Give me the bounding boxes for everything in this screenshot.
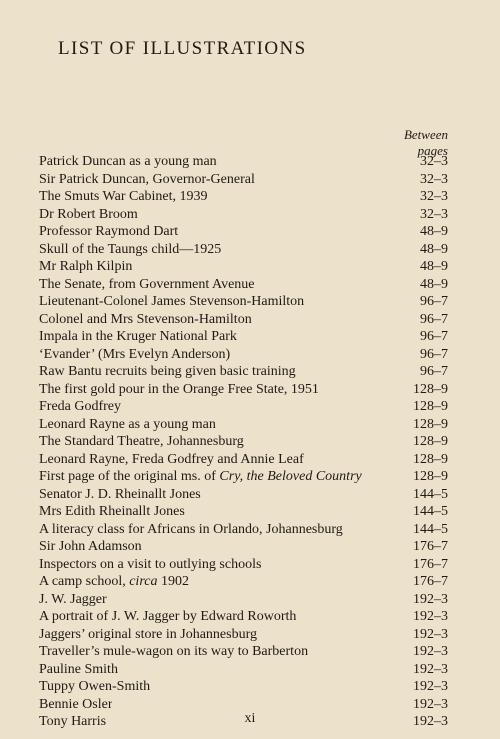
- item-title: Raw Bantu recruits being given basic training: [39, 364, 296, 379]
- item-pages: 192–3: [413, 661, 448, 677]
- item-pages: 96–7: [420, 346, 448, 362]
- item-title: Bennie Osler: [39, 696, 113, 712]
- item-pages: 128–9: [413, 451, 448, 467]
- item-title: Professor Raymond Dart: [39, 224, 179, 239]
- item-title-part: A camp school,: [39, 574, 130, 589]
- item-pages: 128–9: [413, 416, 448, 432]
- item-pages: 32–3: [420, 171, 448, 187]
- list-item: [39, 591, 448, 609]
- item-title-italic: circa: [129, 574, 158, 589]
- list-item: [39, 346, 448, 364]
- book-title: Cry, the Beloved Country: [219, 469, 362, 484]
- illustration-list: [39, 153, 448, 731]
- item-pages: 144–5: [413, 504, 448, 519]
- list-item: [39, 363, 448, 381]
- item-pages: 176–7: [413, 556, 448, 572]
- item-pages: 144–5: [413, 521, 448, 537]
- item-title: Leonard Rayne as a young man: [39, 416, 216, 432]
- list-item: [39, 521, 448, 539]
- item-title: Mr Ralph Kilpin: [39, 259, 133, 274]
- list-item: [39, 381, 448, 399]
- item-title: Sir John Adamson: [39, 539, 142, 554]
- list-item: [39, 206, 448, 224]
- item-pages: 128–9: [413, 399, 448, 414]
- item-pages: 48–9: [420, 241, 448, 257]
- item-title: J. W. Jagger: [39, 591, 107, 607]
- item-pages: 192–3: [413, 679, 448, 694]
- item-title: The Smuts War Cabinet, 1939: [39, 189, 208, 204]
- item-pages: 32–3: [420, 189, 448, 204]
- item-title-part: First page of the original ms. of: [39, 469, 220, 484]
- item-title-part: 1902: [157, 574, 189, 589]
- list-item: [39, 171, 448, 189]
- item-pages: 48–9: [420, 276, 448, 292]
- item-title: Dr Robert Broom: [39, 206, 138, 222]
- item-title: A portrait of J. W. Jagger by Edward Roworth: [39, 609, 297, 624]
- item-title: Inspectors on a visit to outlying schools: [39, 556, 262, 572]
- item-pages: 96–7: [420, 329, 448, 344]
- item-title: Tuppy Owen-Smith: [39, 679, 151, 694]
- page-title: LIST OF ILLUSTRATIONS: [58, 38, 307, 59]
- item-title: Impala in the Kruger National Park: [39, 329, 237, 344]
- list-item: [39, 626, 448, 644]
- item-pages: 96–7: [420, 311, 448, 327]
- item-title: Jaggers’ original store in Johannesburg: [39, 626, 257, 642]
- list-item: [39, 258, 448, 276]
- item-title: Sir Patrick Duncan, Governor-General: [39, 171, 255, 187]
- list-item: [39, 608, 448, 626]
- list-item: [39, 678, 448, 696]
- list-item: [39, 643, 448, 661]
- list-item: [39, 538, 448, 556]
- item-pages: 192–3: [413, 644, 448, 659]
- item-title: Lieutenant-Colonel James Stevenson-Hamilton: [39, 294, 305, 309]
- item-pages: 32–3: [420, 206, 448, 222]
- item-title: Traveller’s mule-wagon on its way to Barberton: [39, 644, 309, 659]
- item-title: Leonard Rayne, Freda Godfrey and Annie Leaf: [39, 451, 304, 467]
- item-title: Skull of the Taungs child—1925: [39, 241, 222, 257]
- item-title: Mrs Edith Rheinallt Jones: [39, 504, 185, 519]
- item-title: The first gold pour in the Orange Free State, 1951: [39, 381, 319, 397]
- list-item: [39, 486, 448, 504]
- list-item: [39, 153, 448, 171]
- list-item: [39, 328, 448, 346]
- item-title: [39, 468, 362, 486]
- item-pages: 192–3: [413, 609, 448, 624]
- item-title: Senator J. D. Rheinallt Jones: [39, 486, 201, 502]
- item-pages: 144–5: [413, 486, 448, 502]
- item-pages: 96–7: [420, 294, 448, 309]
- item-pages: 192–3: [413, 591, 448, 607]
- item-pages: 192–3: [413, 696, 448, 712]
- column-header-line-2: pages: [417, 143, 448, 158]
- list-item: [39, 398, 448, 416]
- list-item: [39, 661, 448, 679]
- item-title: [39, 573, 189, 591]
- item-pages: 128–9: [413, 434, 448, 449]
- item-pages: 48–9: [420, 224, 448, 239]
- item-title: The Standard Theatre, Johannesburg: [39, 434, 244, 449]
- list-item: [39, 241, 448, 259]
- item-pages: 192–3: [413, 714, 448, 729]
- list-item: [39, 556, 448, 574]
- list-item: [39, 573, 448, 591]
- item-title: Tony Harris: [39, 714, 107, 729]
- list-item: [39, 503, 448, 521]
- list-item: [39, 433, 448, 451]
- item-title: A literacy class for Africans in Orlando, Johannesburg: [39, 521, 343, 537]
- item-pages: 32–3: [420, 154, 448, 169]
- list-item: [39, 188, 448, 206]
- item-title: Freda Godfrey: [39, 399, 122, 414]
- list-item: [39, 223, 448, 241]
- item-pages: 128–9: [413, 381, 448, 397]
- item-title: ‘Evander’ (Mrs Evelyn Anderson): [39, 346, 231, 362]
- item-pages: 128–9: [413, 469, 448, 484]
- item-pages: 48–9: [420, 259, 448, 274]
- item-title: Pauline Smith: [39, 661, 118, 677]
- item-title: The Senate, from Government Avenue: [39, 276, 255, 292]
- page-number: xi: [244, 711, 256, 726]
- list-item: [39, 416, 448, 434]
- item-pages: 96–7: [420, 364, 448, 379]
- list-item: [39, 311, 448, 329]
- list-item: [39, 451, 448, 469]
- list-item: [39, 468, 448, 486]
- list-item: [39, 293, 448, 311]
- item-title: Colonel and Mrs Stevenson-Hamilton: [39, 311, 252, 327]
- item-pages: 176–7: [413, 574, 448, 589]
- item-pages: 176–7: [413, 539, 448, 554]
- column-header-line-1: Between: [403, 127, 448, 142]
- item-pages: 192–3: [413, 626, 448, 642]
- item-title: Patrick Duncan as a young man: [39, 154, 217, 169]
- list-item: [39, 276, 448, 294]
